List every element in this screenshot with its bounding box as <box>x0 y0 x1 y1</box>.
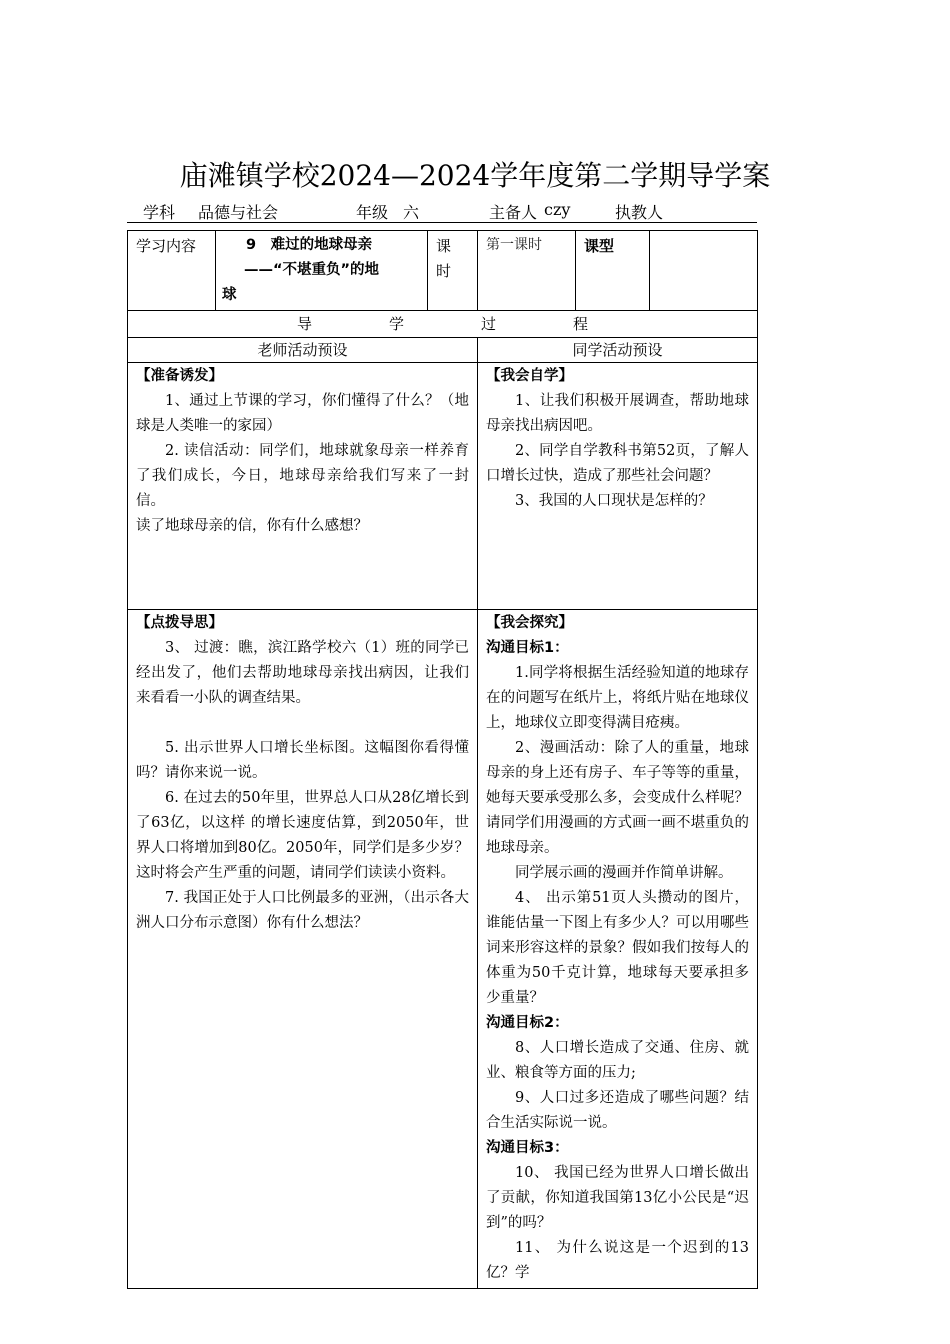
period-label-1: 课 <box>436 237 452 255</box>
paragraph: 2. 读信活动：同学们，地球就象母亲一样养育了我们成长，今日，地球母亲给我们写来了一封信。 <box>136 443 469 509</box>
lesson-title-cell <box>216 231 428 311</box>
section-heading: 【点拨导思】 <box>136 615 223 631</box>
paragraph: 3、 过渡：瞧，滨江路学校六（1）班的同学已经出发了，他们去帮助地球母亲找出病因，让我们来看看一小队的调查结果。 <box>136 640 469 706</box>
process-char: 过 <box>480 315 496 333</box>
paragraph: 2、同学自学教科书第52页，了解人口增长过快，造成了那些社会问题？ <box>486 443 749 484</box>
paragraph: 5. 出示世界人口增长坐标图。这幅图你看得懂吗？请你来说一说。 <box>136 740 469 781</box>
type-label-cell <box>576 231 650 311</box>
study-plan-table <box>127 230 758 1289</box>
lesson-line-3: 球 <box>222 287 237 303</box>
paragraph: 10、 我国已经为世界人口增长做出了贡献，你知道我国第13亿小公民是“迟到”的吗？ <box>486 1165 749 1231</box>
process-row <box>128 311 758 338</box>
goal-heading: 沟通目标1： <box>486 640 569 656</box>
paragraph: 11、 为什么说这是一个迟到的13亿？学 <box>486 1240 749 1281</box>
period-value: 第一课时 <box>486 237 542 253</box>
type-label: 课型 <box>584 237 615 255</box>
paragraph: 4、 出示第51页人头攒动的图片，谁能估量一下图上有多少人？可以用哪些词来形容这样的景象？假如我们按每人的体重为50千克计算，地球每天要承担多少重量？ <box>486 890 749 1006</box>
student-explore-cell <box>478 610 758 1289</box>
preparation-row <box>128 363 758 610</box>
process-heading <box>128 311 758 338</box>
preparer-value: czy <box>544 200 571 219</box>
process-char: 导 <box>296 315 312 333</box>
column-heading-row <box>128 338 758 363</box>
paragraph: 1、让我们积极开展调查，帮助地球母亲找出病因吧。 <box>486 393 749 434</box>
teacher-preparation-cell <box>128 363 478 610</box>
teacher-label: 执教人 <box>615 203 664 222</box>
teacher-column-heading: 老师活动预设 <box>128 338 478 363</box>
paragraph: 读了地球母亲的信，你有什么感想？ <box>136 518 368 534</box>
student-selfstudy-cell <box>478 363 758 610</box>
grade-label: 年级 <box>356 203 389 222</box>
student-column-heading: 同学活动预设 <box>478 338 758 363</box>
paragraph: 9、人口过多还造成了哪些问题？结合生活实际说一说。 <box>486 1090 749 1131</box>
section-heading: 【准备诱发】 <box>136 368 223 384</box>
teacher-guidance-cell <box>128 610 478 1289</box>
section-heading: 【我会自学】 <box>486 368 573 384</box>
meta-line <box>127 200 757 223</box>
guidance-row <box>128 610 758 1289</box>
subject-label: 学科 <box>143 203 176 222</box>
section-heading: 【我会探究】 <box>486 615 573 631</box>
preparer-label: 主备人 <box>489 203 538 222</box>
goal-heading: 沟通目标2： <box>486 1015 569 1031</box>
paragraph: 6. 在过去的50年里，世界总人口从28亿增长到了63亿，以这样 的增长速度估算，到2050年，世界人口将增加到80亿。2050年，同学们是多少岁？这时将会产生严重的问题，请同学们读读小资料。 <box>136 790 469 881</box>
content-label: 学习内容 <box>136 237 197 255</box>
paragraph: 同学展示画的漫画并作简单讲解。 <box>515 865 733 881</box>
subject-value: 品德与社会 <box>198 203 279 222</box>
period-label-2: 时 <box>436 262 452 280</box>
content-label-cell <box>128 231 216 311</box>
lesson-line-1: 9 难过的地球母亲 <box>246 237 373 253</box>
goal-heading: 沟通目标3： <box>486 1140 569 1156</box>
period-value-cell <box>478 231 576 311</box>
process-char: 学 <box>388 315 404 333</box>
paragraph: 2、漫画活动：除了人的重量，地球母亲的身上还有房子、车子等等的重量，她每天要承受那么多，会变成什么样呢？请同学们用漫画的方式画一画不堪重负的地球母亲。 <box>486 740 749 856</box>
process-char: 程 <box>572 315 588 333</box>
lesson-line-2: ——“不堪重负”的地 <box>244 262 380 278</box>
paragraph: 7. 我国正处于人口比例最多的亚洲，（出示各大洲人口分布示意图）你有什么想法？ <box>136 890 469 931</box>
document-title: 庙滩镇学校2024—2024学年度第二学期导学案 <box>179 159 771 192</box>
paragraph: 8、人口增长造成了交通、住房、就业、粮食等方面的压力; <box>486 1040 749 1081</box>
grade-value: 六 <box>403 203 420 222</box>
paragraph: 1.同学将根据生活经验知道的地球存在的问题写在纸片上，将纸片贴在地球仪上，地球仪立即变得满目疮痍。 <box>486 665 749 731</box>
paragraph: 1、通过上节课的学习，你们懂得了什么？（地球是人类唯一的家园） <box>136 393 469 434</box>
header-row <box>128 231 758 311</box>
paragraph: 3、我国的人口现状是怎样的？ <box>515 493 713 509</box>
type-value-cell <box>650 231 758 311</box>
period-label-cell <box>428 231 478 311</box>
